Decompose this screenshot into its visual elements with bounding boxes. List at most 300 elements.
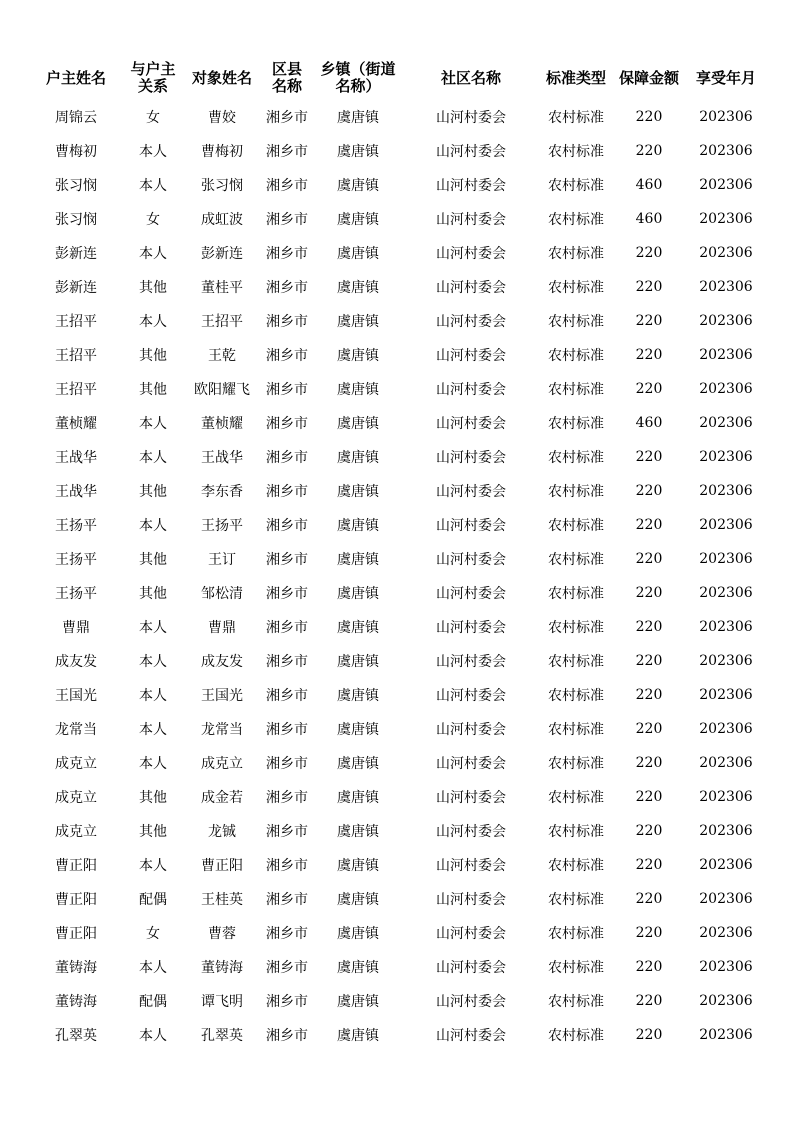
column-header-line: 享受年月 <box>695 68 756 87</box>
cell-month: 202306 <box>699 619 753 635</box>
cell-amount: 460 <box>635 415 663 431</box>
cell-month: 202306 <box>699 925 753 941</box>
cell-community: 山河村委会 <box>436 110 506 126</box>
cell-county: 湘乡市 <box>266 314 308 330</box>
cell-head-name: 孔翠英 <box>55 1028 97 1044</box>
cell-county: 湘乡市 <box>266 892 308 908</box>
cell-relation: 其他 <box>139 790 167 806</box>
column-header-line: 关系 <box>137 77 168 95</box>
cell-township: 虞唐镇 <box>337 314 379 330</box>
table-row <box>28 1018 768 1052</box>
table-body <box>28 100 768 1052</box>
column-header-line: 对象姓名 <box>191 68 252 87</box>
cell-standard-type: 农村标准 <box>548 960 604 976</box>
column-header-county <box>262 56 312 100</box>
cell-month: 202306 <box>699 313 753 329</box>
cell-month: 202306 <box>699 245 753 261</box>
cell-amount: 220 <box>635 483 663 499</box>
cell-month: 202306 <box>699 993 753 1009</box>
cell-township: 虞唐镇 <box>337 586 379 602</box>
cell-standard-type: 农村标准 <box>548 348 604 364</box>
cell-recipient-name: 曹鼎 <box>208 620 236 636</box>
cell-community: 山河村委会 <box>436 450 506 466</box>
table-row <box>28 644 768 678</box>
cell-community: 山河村委会 <box>436 756 506 772</box>
table-row <box>28 134 768 168</box>
cell-amount: 220 <box>635 891 663 907</box>
column-header-standard-type <box>538 56 614 100</box>
cell-amount: 220 <box>635 245 663 261</box>
cell-relation: 其他 <box>139 382 167 398</box>
table-row <box>28 848 768 882</box>
cell-township: 虞唐镇 <box>337 756 379 772</box>
table-row <box>28 950 768 984</box>
cell-head-name: 董铸海 <box>55 994 97 1010</box>
cell-county: 湘乡市 <box>266 994 308 1010</box>
cell-head-name: 张习悯 <box>55 212 97 228</box>
cell-county: 湘乡市 <box>266 926 308 942</box>
cell-recipient-name: 王桂英 <box>201 892 243 908</box>
cell-community: 山河村委会 <box>436 824 506 840</box>
cell-standard-type: 农村标准 <box>548 416 604 432</box>
cell-standard-type: 农村标准 <box>548 382 604 398</box>
cell-recipient-name: 孔翠英 <box>201 1028 243 1044</box>
cell-county: 湘乡市 <box>266 552 308 568</box>
cell-recipient-name: 成金若 <box>201 790 243 806</box>
cell-county: 湘乡市 <box>266 518 308 534</box>
cell-community: 山河村委会 <box>436 926 506 942</box>
cell-township: 虞唐镇 <box>337 416 379 432</box>
cell-month: 202306 <box>699 551 753 567</box>
cell-recipient-name: 曹正阳 <box>201 858 243 874</box>
cell-head-name: 彭新连 <box>55 280 97 296</box>
table-row <box>28 610 768 644</box>
cell-relation: 其他 <box>139 348 167 364</box>
cell-standard-type: 农村标准 <box>548 722 604 738</box>
cell-community: 山河村委会 <box>436 348 506 364</box>
cell-amount: 220 <box>635 993 663 1009</box>
cell-month: 202306 <box>699 789 753 805</box>
document-page <box>28 56 768 1052</box>
cell-month: 202306 <box>699 823 753 839</box>
cell-month: 202306 <box>699 959 753 975</box>
table-row <box>28 712 768 746</box>
cell-recipient-name: 成虹波 <box>201 212 243 228</box>
cell-township: 虞唐镇 <box>337 280 379 296</box>
column-header-line: 区县 <box>271 60 302 78</box>
cell-head-name: 王招平 <box>55 348 97 364</box>
cell-county: 湘乡市 <box>266 110 308 126</box>
cell-community: 山河村委会 <box>436 212 506 228</box>
table-header-row <box>28 56 768 100</box>
table-row <box>28 542 768 576</box>
cell-standard-type: 农村标准 <box>548 484 604 500</box>
cell-township: 虞唐镇 <box>337 178 379 194</box>
cell-community: 山河村委会 <box>436 552 506 568</box>
cell-head-name: 曹正阳 <box>55 926 97 942</box>
cell-amount: 220 <box>635 517 663 533</box>
cell-amount: 220 <box>635 551 663 567</box>
cell-relation: 本人 <box>139 960 167 976</box>
cell-relation: 其他 <box>139 484 167 500</box>
column-header-relation <box>124 56 182 100</box>
cell-standard-type: 农村标准 <box>548 688 604 704</box>
cell-relation: 配偶 <box>139 994 167 1010</box>
cell-month: 202306 <box>699 891 753 907</box>
cell-relation: 本人 <box>139 756 167 772</box>
cell-township: 虞唐镇 <box>337 212 379 228</box>
cell-county: 湘乡市 <box>266 178 308 194</box>
cell-county: 湘乡市 <box>266 416 308 432</box>
cell-community: 山河村委会 <box>436 654 506 670</box>
cell-county: 湘乡市 <box>266 246 308 262</box>
cell-amount: 220 <box>635 279 663 295</box>
cell-relation: 女 <box>146 926 160 942</box>
cell-county: 湘乡市 <box>266 824 308 840</box>
cell-standard-type: 农村标准 <box>548 246 604 262</box>
cell-recipient-name: 王招平 <box>201 314 243 330</box>
cell-head-name: 成友发 <box>55 654 97 670</box>
cell-recipient-name: 王国光 <box>201 688 243 704</box>
cell-month: 202306 <box>699 211 753 227</box>
cell-township: 虞唐镇 <box>337 960 379 976</box>
cell-county: 湘乡市 <box>266 722 308 738</box>
column-header-line: 名称 <box>271 77 302 95</box>
cell-head-name: 成克立 <box>55 790 97 806</box>
cell-township: 虞唐镇 <box>337 1028 379 1044</box>
table-row <box>28 372 768 406</box>
cell-community: 山河村委会 <box>436 484 506 500</box>
cell-community: 山河村委会 <box>436 858 506 874</box>
cell-amount: 220 <box>635 619 663 635</box>
cell-relation: 本人 <box>139 722 167 738</box>
column-header-line: 保障金额 <box>618 68 679 87</box>
cell-recipient-name: 董桢耀 <box>201 416 243 432</box>
column-header-township <box>312 56 404 100</box>
cell-amount: 220 <box>635 347 663 363</box>
cell-month: 202306 <box>699 381 753 397</box>
table-row <box>28 440 768 474</box>
cell-recipient-name: 王订 <box>208 552 236 568</box>
cell-amount: 220 <box>635 109 663 125</box>
cell-recipient-name: 龙常当 <box>201 722 243 738</box>
cell-head-name: 周锦云 <box>55 110 97 126</box>
cell-county: 湘乡市 <box>266 382 308 398</box>
cell-month: 202306 <box>699 653 753 669</box>
cell-community: 山河村委会 <box>436 722 506 738</box>
cell-township: 虞唐镇 <box>337 450 379 466</box>
cell-county: 湘乡市 <box>266 586 308 602</box>
cell-relation: 其他 <box>139 824 167 840</box>
cell-standard-type: 农村标准 <box>548 518 604 534</box>
cell-head-name: 王招平 <box>55 382 97 398</box>
cell-head-name: 董铸海 <box>55 960 97 976</box>
column-header-line: 标准类型 <box>545 68 606 87</box>
table-row <box>28 508 768 542</box>
column-header-line: 社区名称 <box>440 68 501 87</box>
cell-relation: 本人 <box>139 416 167 432</box>
cell-relation: 女 <box>146 110 160 126</box>
cell-standard-type: 农村标准 <box>548 1028 604 1044</box>
cell-head-name: 曹正阳 <box>55 858 97 874</box>
cell-amount: 220 <box>635 653 663 669</box>
cell-relation: 本人 <box>139 144 167 160</box>
cell-relation: 配偶 <box>139 892 167 908</box>
cell-recipient-name: 邹松清 <box>201 586 243 602</box>
cell-month: 202306 <box>699 483 753 499</box>
cell-township: 虞唐镇 <box>337 994 379 1010</box>
table-row <box>28 814 768 848</box>
cell-standard-type: 农村标准 <box>548 620 604 636</box>
column-header-community <box>404 56 538 100</box>
cell-community: 山河村委会 <box>436 144 506 160</box>
cell-county: 湘乡市 <box>266 450 308 466</box>
table-row <box>28 746 768 780</box>
cell-recipient-name: 龙铖 <box>208 824 236 840</box>
cell-amount: 220 <box>635 143 663 159</box>
cell-head-name: 王国光 <box>55 688 97 704</box>
cell-head-name: 王招平 <box>55 314 97 330</box>
cell-community: 山河村委会 <box>436 416 506 432</box>
cell-township: 虞唐镇 <box>337 688 379 704</box>
cell-community: 山河村委会 <box>436 1028 506 1044</box>
cell-standard-type: 农村标准 <box>548 824 604 840</box>
cell-standard-type: 农村标准 <box>548 858 604 874</box>
cell-amount: 220 <box>635 925 663 941</box>
cell-relation: 其他 <box>139 280 167 296</box>
cell-relation: 本人 <box>139 688 167 704</box>
cell-recipient-name: 董桂平 <box>201 280 243 296</box>
column-header-line: 乡镇（街道 <box>320 60 396 78</box>
cell-township: 虞唐镇 <box>337 790 379 806</box>
table-row <box>28 474 768 508</box>
cell-head-name: 张习悯 <box>55 178 97 194</box>
cell-standard-type: 农村标准 <box>548 552 604 568</box>
cell-recipient-name: 王扬平 <box>201 518 243 534</box>
cell-standard-type: 农村标准 <box>548 280 604 296</box>
cell-county: 湘乡市 <box>266 212 308 228</box>
cell-month: 202306 <box>699 585 753 601</box>
cell-relation: 本人 <box>139 858 167 874</box>
cell-month: 202306 <box>699 687 753 703</box>
cell-month: 202306 <box>699 1027 753 1043</box>
cell-recipient-name: 曹蓉 <box>208 926 236 942</box>
cell-relation: 本人 <box>139 450 167 466</box>
table-row <box>28 202 768 236</box>
cell-county: 湘乡市 <box>266 348 308 364</box>
cell-head-name: 曹鼎 <box>62 620 90 636</box>
cell-community: 山河村委会 <box>436 620 506 636</box>
cell-recipient-name: 王战华 <box>201 450 243 466</box>
cell-recipient-name: 成克立 <box>201 756 243 772</box>
table-row <box>28 678 768 712</box>
column-header-head-name <box>28 56 124 100</box>
cell-amount: 220 <box>635 313 663 329</box>
cell-head-name: 龙常当 <box>55 722 97 738</box>
cell-month: 202306 <box>699 415 753 431</box>
cell-head-name: 成克立 <box>55 756 97 772</box>
cell-month: 202306 <box>699 449 753 465</box>
cell-community: 山河村委会 <box>436 178 506 194</box>
cell-relation: 本人 <box>139 1028 167 1044</box>
column-header-line: 户主姓名 <box>45 68 106 87</box>
cell-month: 202306 <box>699 755 753 771</box>
column-header-line: 与户主 <box>130 60 176 78</box>
cell-recipient-name: 王乾 <box>208 348 236 364</box>
cell-month: 202306 <box>699 177 753 193</box>
cell-standard-type: 农村标准 <box>548 144 604 160</box>
cell-recipient-name: 曹姣 <box>208 110 236 126</box>
cell-township: 虞唐镇 <box>337 892 379 908</box>
cell-recipient-name: 张习悯 <box>201 178 243 194</box>
cell-county: 湘乡市 <box>266 654 308 670</box>
cell-relation: 本人 <box>139 178 167 194</box>
table-row <box>28 304 768 338</box>
table-row <box>28 984 768 1018</box>
cell-standard-type: 农村标准 <box>548 586 604 602</box>
cell-relation: 其他 <box>139 586 167 602</box>
table-row <box>28 270 768 304</box>
table-row <box>28 338 768 372</box>
cell-standard-type: 农村标准 <box>548 994 604 1010</box>
cell-head-name: 曹梅初 <box>55 144 97 160</box>
cell-month: 202306 <box>699 721 753 737</box>
cell-head-name: 董桢耀 <box>55 416 97 432</box>
cell-standard-type: 农村标准 <box>548 654 604 670</box>
cell-township: 虞唐镇 <box>337 824 379 840</box>
column-header-month <box>684 56 768 100</box>
cell-month: 202306 <box>699 347 753 363</box>
cell-community: 山河村委会 <box>436 688 506 704</box>
cell-county: 湘乡市 <box>266 756 308 772</box>
cell-township: 虞唐镇 <box>337 858 379 874</box>
cell-relation: 本人 <box>139 314 167 330</box>
cell-standard-type: 农村标准 <box>548 756 604 772</box>
table-row <box>28 916 768 950</box>
table-row <box>28 576 768 610</box>
cell-township: 虞唐镇 <box>337 552 379 568</box>
cell-township: 虞唐镇 <box>337 620 379 636</box>
cell-head-name: 成克立 <box>55 824 97 840</box>
table-row <box>28 236 768 270</box>
cell-amount: 220 <box>635 585 663 601</box>
cell-head-name: 彭新连 <box>55 246 97 262</box>
cell-head-name: 曹正阳 <box>55 892 97 908</box>
cell-standard-type: 农村标准 <box>548 314 604 330</box>
table-row <box>28 882 768 916</box>
table-row <box>28 168 768 202</box>
cell-relation: 本人 <box>139 246 167 262</box>
cell-county: 湘乡市 <box>266 688 308 704</box>
cell-standard-type: 农村标准 <box>548 926 604 942</box>
cell-county: 湘乡市 <box>266 280 308 296</box>
cell-county: 湘乡市 <box>266 144 308 160</box>
column-header-recipient-name <box>182 56 262 100</box>
cell-community: 山河村委会 <box>436 586 506 602</box>
cell-standard-type: 农村标准 <box>548 178 604 194</box>
cell-township: 虞唐镇 <box>337 926 379 942</box>
cell-month: 202306 <box>699 857 753 873</box>
cell-community: 山河村委会 <box>436 960 506 976</box>
cell-head-name: 王扬平 <box>55 518 97 534</box>
cell-township: 虞唐镇 <box>337 382 379 398</box>
cell-township: 虞唐镇 <box>337 348 379 364</box>
cell-county: 湘乡市 <box>266 484 308 500</box>
cell-township: 虞唐镇 <box>337 110 379 126</box>
cell-recipient-name: 董铸海 <box>201 960 243 976</box>
cell-relation: 本人 <box>139 518 167 534</box>
column-header-amount <box>614 56 684 100</box>
cell-township: 虞唐镇 <box>337 484 379 500</box>
cell-amount: 220 <box>635 687 663 703</box>
cell-community: 山河村委会 <box>436 994 506 1010</box>
cell-head-name: 王扬平 <box>55 586 97 602</box>
cell-township: 虞唐镇 <box>337 518 379 534</box>
cell-community: 山河村委会 <box>436 314 506 330</box>
cell-township: 虞唐镇 <box>337 654 379 670</box>
cell-township: 虞唐镇 <box>337 722 379 738</box>
cell-community: 山河村委会 <box>436 280 506 296</box>
cell-amount: 220 <box>635 721 663 737</box>
cell-standard-type: 农村标准 <box>548 790 604 806</box>
column-header-line: 名称） <box>335 77 381 95</box>
cell-head-name: 王扬平 <box>55 552 97 568</box>
cell-relation: 其他 <box>139 552 167 568</box>
cell-month: 202306 <box>699 109 753 125</box>
cell-relation: 本人 <box>139 620 167 636</box>
cell-county: 湘乡市 <box>266 790 308 806</box>
cell-amount: 220 <box>635 857 663 873</box>
cell-amount: 220 <box>635 959 663 975</box>
cell-community: 山河村委会 <box>436 518 506 534</box>
cell-amount: 220 <box>635 449 663 465</box>
cell-standard-type: 农村标准 <box>548 450 604 466</box>
cell-standard-type: 农村标准 <box>548 892 604 908</box>
relief-recipient-table <box>28 56 768 1052</box>
cell-amount: 220 <box>635 381 663 397</box>
cell-amount: 220 <box>635 755 663 771</box>
cell-head-name: 王战华 <box>55 484 97 500</box>
cell-recipient-name: 成友发 <box>201 654 243 670</box>
cell-amount: 460 <box>635 177 663 193</box>
table-row <box>28 100 768 134</box>
cell-township: 虞唐镇 <box>337 144 379 160</box>
cell-community: 山河村委会 <box>436 892 506 908</box>
cell-recipient-name: 彭新连 <box>201 246 243 262</box>
cell-recipient-name: 曹梅初 <box>201 144 243 160</box>
cell-amount: 220 <box>635 1027 663 1043</box>
cell-relation: 女 <box>146 212 160 228</box>
cell-amount: 220 <box>635 789 663 805</box>
cell-community: 山河村委会 <box>436 246 506 262</box>
cell-community: 山河村委会 <box>436 790 506 806</box>
cell-standard-type: 农村标准 <box>548 110 604 126</box>
cell-county: 湘乡市 <box>266 1028 308 1044</box>
cell-amount: 220 <box>635 823 663 839</box>
cell-standard-type: 农村标准 <box>548 212 604 228</box>
cell-county: 湘乡市 <box>266 960 308 976</box>
cell-recipient-name: 欧阳耀飞 <box>194 382 250 398</box>
cell-recipient-name: 谭飞明 <box>201 994 243 1010</box>
cell-township: 虞唐镇 <box>337 246 379 262</box>
cell-recipient-name: 李东香 <box>201 484 243 500</box>
cell-amount: 460 <box>635 211 663 227</box>
cell-relation: 本人 <box>139 654 167 670</box>
cell-community: 山河村委会 <box>436 382 506 398</box>
cell-month: 202306 <box>699 279 753 295</box>
table-row <box>28 406 768 440</box>
cell-county: 湘乡市 <box>266 858 308 874</box>
